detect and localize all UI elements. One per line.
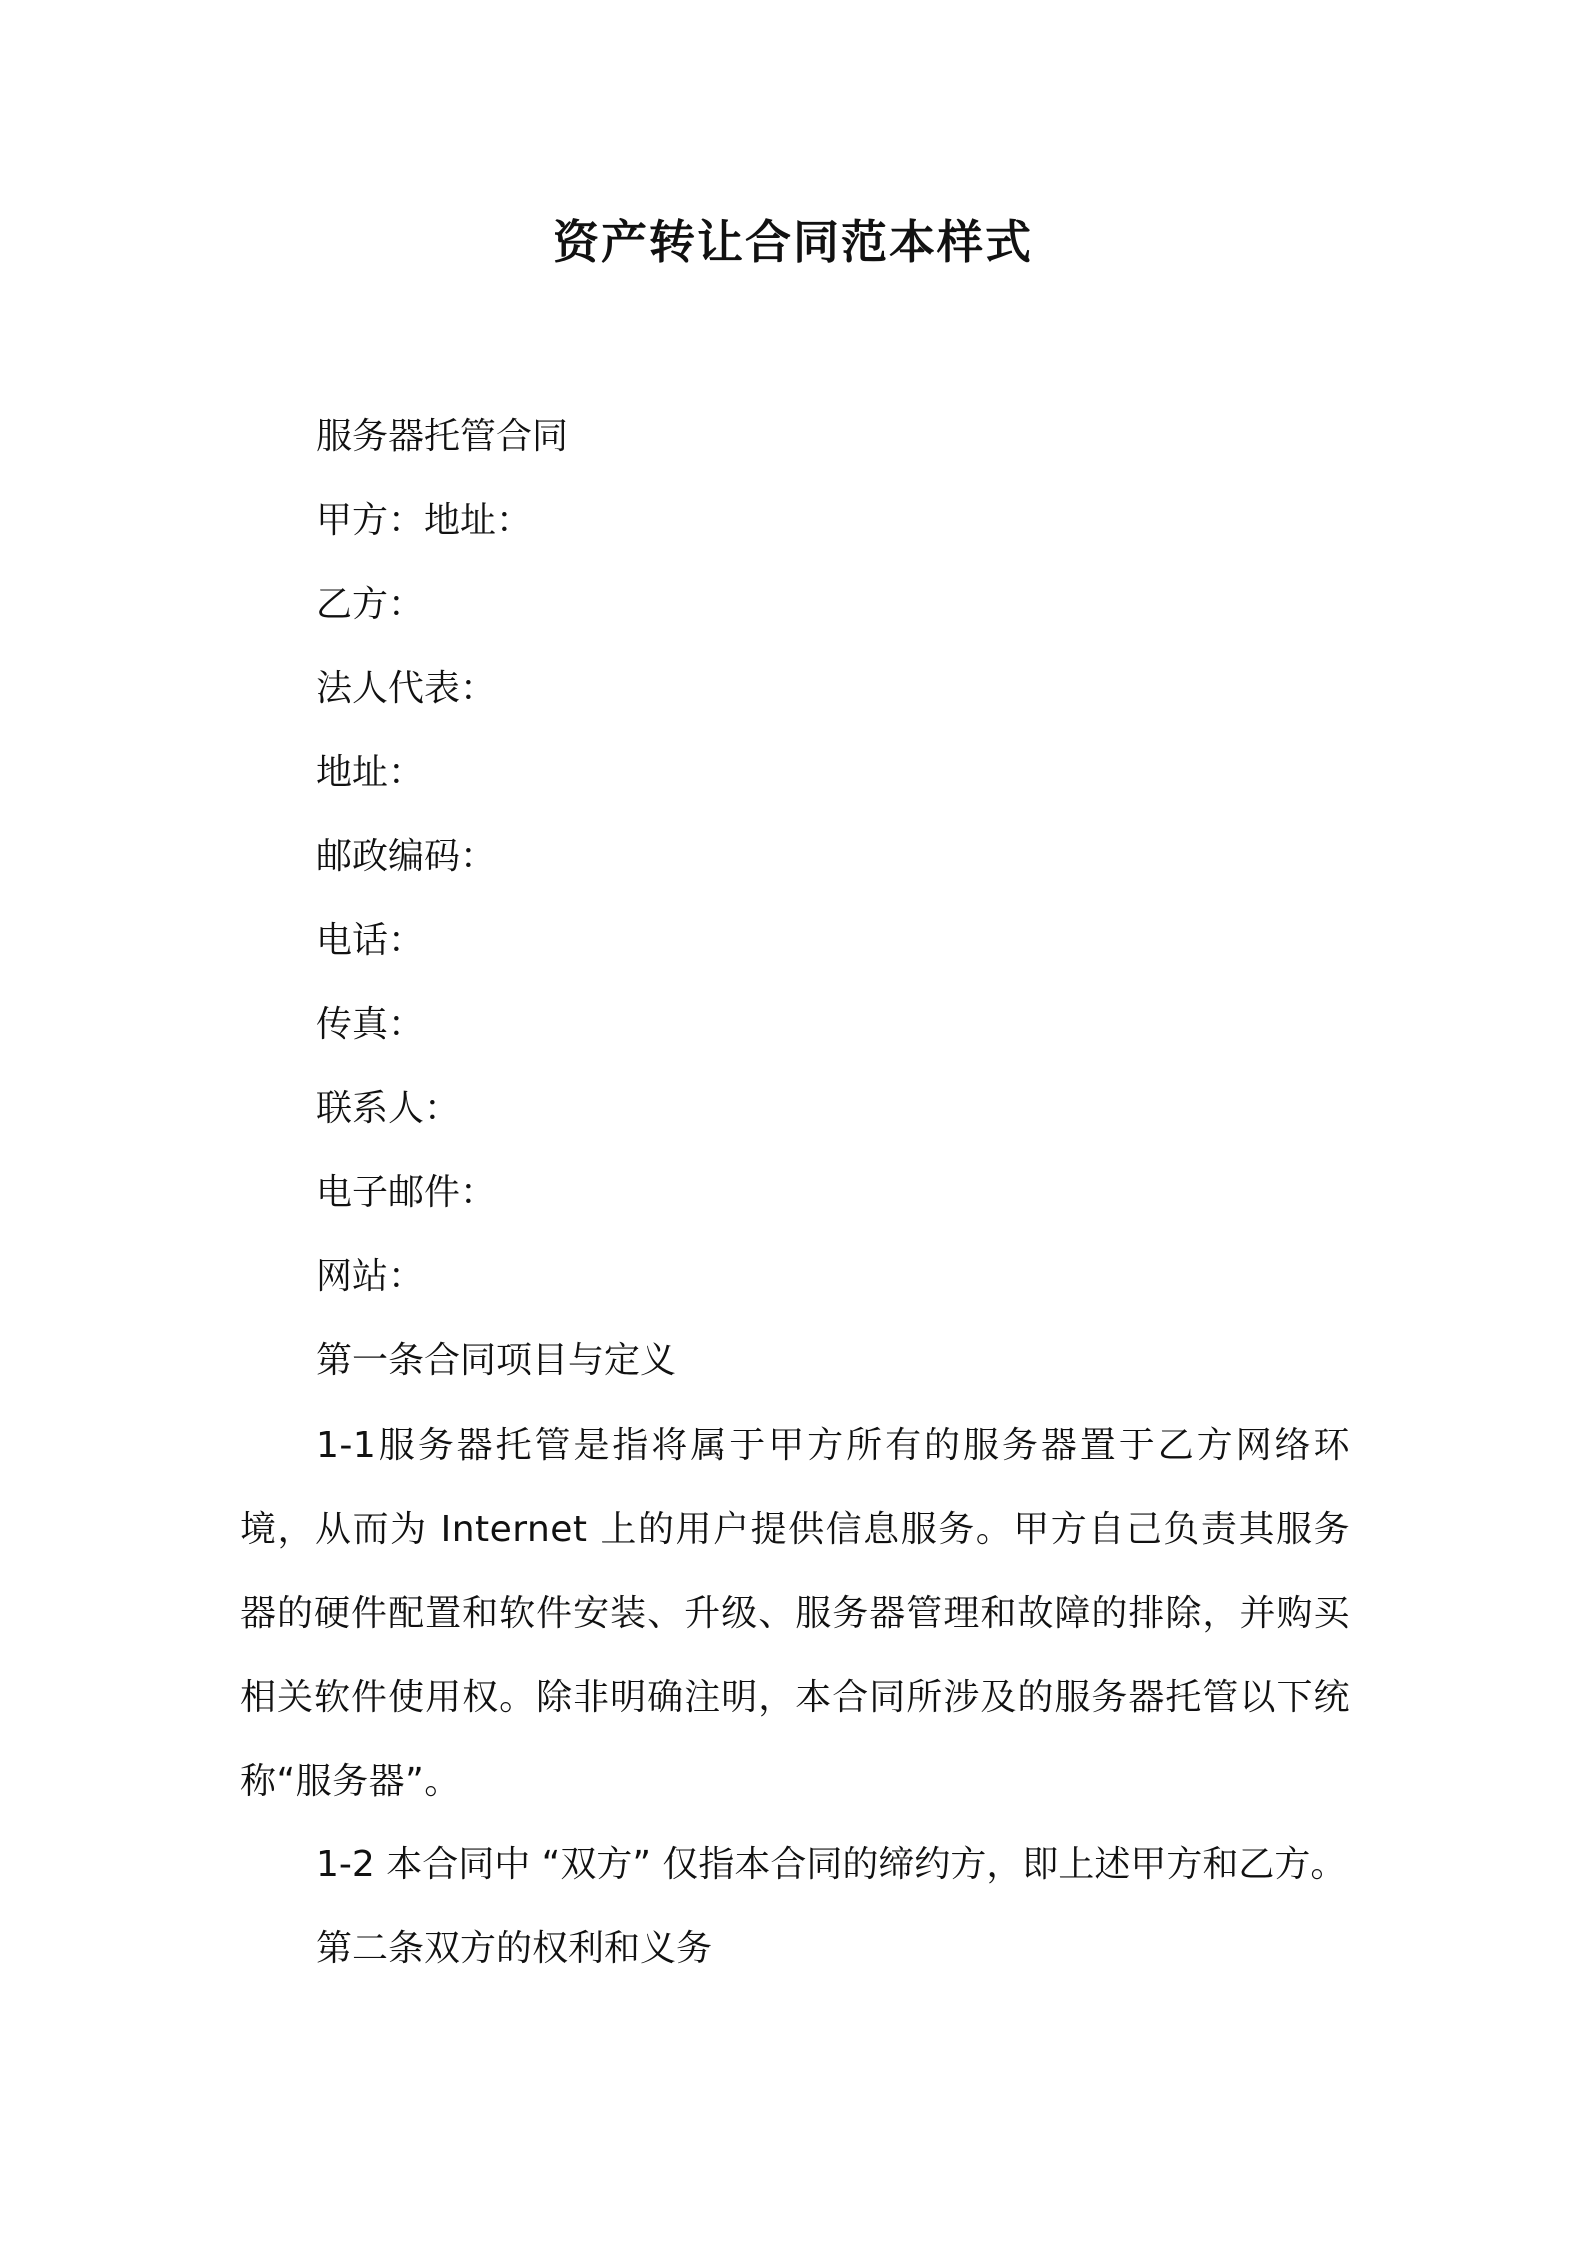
paragraph-1-1: 1-1服务器托管是指将属于甲方所有的服务器置于乙方网络环境，从而为 Internet 上的用户提供信息服务。甲方自己负责其服务器的硬件配置和软件安装、升级、服务器管理和故障的排除，并购买相关软件使用权。除非明确注明，本合同所涉及的服务器托管以下统称“服务器”。 xyxy=(240,1425,1350,1802)
paragraph-1-2: 1-2 本合同中 “双方” 仅指本合同的缔约方，即上述甲方和乙方。 xyxy=(316,1844,1347,1885)
contract-name: 服务器托管合同 xyxy=(316,416,569,457)
document-title: 资产转让合同范本样式 xyxy=(553,215,1033,269)
party-a-address: 甲方：地址： xyxy=(316,500,533,541)
website: 网站： xyxy=(316,1256,425,1297)
address: 地址： xyxy=(316,752,425,793)
telephone: 电话： xyxy=(316,920,425,961)
section-1-heading: 第一条合同项目与定义 xyxy=(316,1340,677,1381)
section-2-heading: 第二条双方的权利和义务 xyxy=(316,1928,713,1969)
legal-representative: 法人代表： xyxy=(316,668,497,709)
postal-code: 邮政编码： xyxy=(316,836,497,877)
contact-person: 联系人： xyxy=(316,1088,461,1129)
party-b: 乙方： xyxy=(316,584,425,625)
email: 电子邮件： xyxy=(316,1172,497,1213)
fax: 传真： xyxy=(316,1004,425,1045)
